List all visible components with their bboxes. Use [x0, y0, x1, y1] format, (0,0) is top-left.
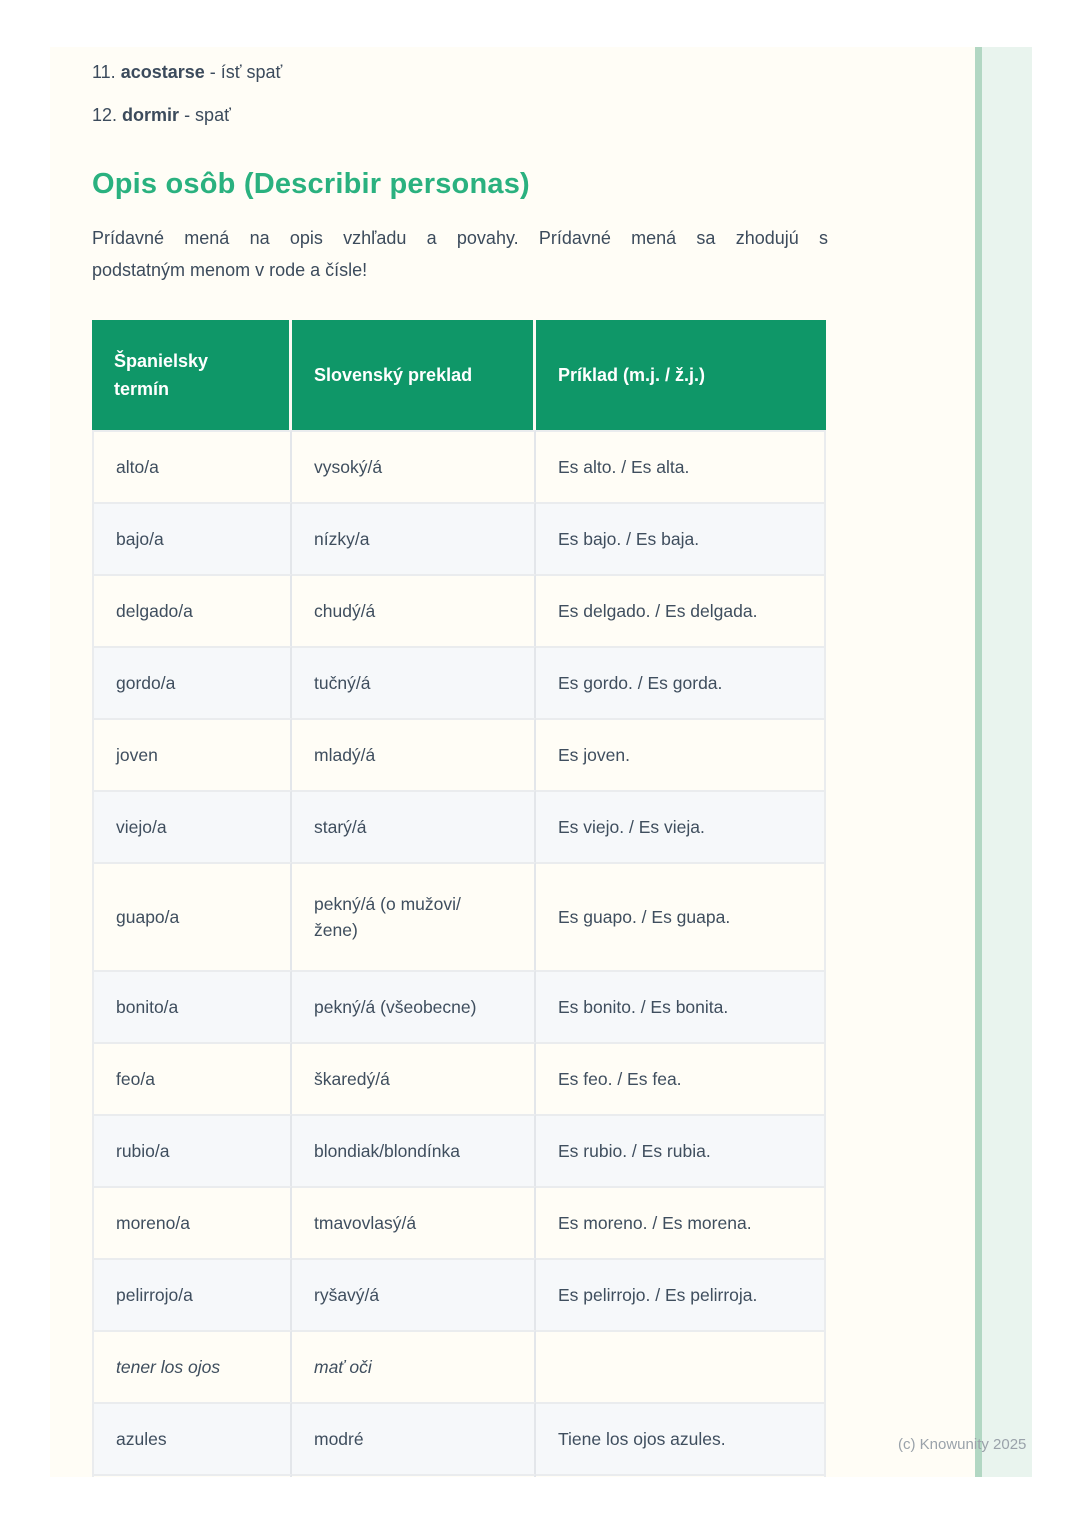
cell-term: moreno/a	[92, 1186, 292, 1258]
table-row	[92, 502, 826, 574]
cell-translation: ryšavý/á	[292, 1258, 536, 1330]
table-body	[92, 430, 826, 1477]
table-header-row	[92, 320, 826, 430]
list-item-translation: - spať	[179, 105, 231, 125]
column-header-example: Príklad (m.j. / ž.j.)	[536, 320, 826, 430]
cell-term: alto/a	[92, 430, 292, 502]
cell-example: Es alto. / Es alta.	[536, 430, 826, 502]
cell-translation	[292, 1474, 536, 1477]
right-green-panel	[975, 47, 1032, 1477]
cell-example: Es bonito. / Es bonita.	[536, 970, 826, 1042]
cell-term: guapo/a	[92, 862, 292, 970]
cell-term: rubio/a	[92, 1114, 292, 1186]
cell-example	[536, 1474, 826, 1477]
paragraph-line: Prídavné mená na opis vzhľadu a povahy. Prídavné mená sa zhodujú s	[92, 228, 828, 248]
table-row	[92, 718, 826, 790]
table-row	[92, 1258, 826, 1330]
cell-translation: pekný/á (o mužovi/ žene)	[292, 862, 536, 970]
cell-translation: mať oči	[292, 1330, 536, 1402]
cell-translation: tmavovlasý/á	[292, 1186, 536, 1258]
cell-example: Es viejo. / Es vieja.	[536, 790, 826, 862]
list-item	[92, 60, 975, 84]
paragraph-line: podstatným menom v rode a čísle!	[92, 260, 368, 280]
cell-translation: vysoký/á	[292, 430, 536, 502]
table-row	[92, 862, 826, 970]
table-row	[92, 574, 826, 646]
cell-example: Es gordo. / Es gorda.	[536, 646, 826, 718]
table-row	[92, 1186, 826, 1258]
cell-example: Es delgado. / Es delgada.	[536, 574, 826, 646]
cell-example	[536, 1330, 826, 1402]
numbered-vocab-list	[92, 60, 975, 127]
table-row	[92, 1474, 826, 1477]
table-row	[92, 1042, 826, 1114]
cell-term: joven	[92, 718, 292, 790]
cell-translation: nízky/a	[292, 502, 536, 574]
cell-term: viejo/a	[92, 790, 292, 862]
cell-example: Es pelirrojo. / Es pelirroja.	[536, 1258, 826, 1330]
table-row	[92, 646, 826, 718]
list-item-term: dormir	[122, 105, 180, 125]
cell-translation: mladý/á	[292, 718, 536, 790]
cell-term: feo/a	[92, 1042, 292, 1114]
table-row	[92, 1330, 826, 1402]
section-heading: Opis osôb (Describir personas)	[92, 168, 530, 200]
cell-example: Es bajo. / Es baja.	[536, 502, 826, 574]
list-item-number: 12.	[92, 105, 118, 125]
cell-translation: modré	[292, 1402, 536, 1474]
list-item-translation: - ísť spať	[204, 62, 283, 82]
copyright-watermark: (c) Knowunity 2025	[898, 1436, 1027, 1453]
cell-term: delgado/a	[92, 574, 292, 646]
note-page	[50, 47, 975, 1477]
table-row	[92, 970, 826, 1042]
cell-translation: starý/á	[292, 790, 536, 862]
vocab-table	[92, 320, 826, 1477]
table-row	[92, 790, 826, 862]
cell-example: Es moreno. / Es morena.	[536, 1186, 826, 1258]
cell-term: bonito/a	[92, 970, 292, 1042]
table-row	[92, 1402, 826, 1474]
cell-term: bajo/a	[92, 502, 292, 574]
table-row	[92, 430, 826, 502]
cell-example: Es joven.	[536, 718, 826, 790]
cell-example: Tiene los ojos azules.	[536, 1402, 826, 1474]
list-item-number: 11.	[92, 62, 116, 82]
cell-term: gordo/a	[92, 646, 292, 718]
column-header-spanish-term: Španielsky termín	[92, 320, 292, 430]
intro-paragraph	[92, 222, 828, 286]
column-header-slovak-translation: Slovenský preklad	[292, 320, 536, 430]
cell-translation: pekný/á (všeobecne)	[292, 970, 536, 1042]
list-item	[92, 103, 975, 127]
cell-translation: tučný/á	[292, 646, 536, 718]
cell-term: azules	[92, 1402, 292, 1474]
list-item-term: acostarse	[120, 62, 205, 82]
cell-translation: škaredý/á	[292, 1042, 536, 1114]
cell-translation: chudý/á	[292, 574, 536, 646]
table-row	[92, 1114, 826, 1186]
cell-example: Es guapo. / Es guapa.	[536, 862, 826, 970]
cell-term: pelirrojo/a	[92, 1258, 292, 1330]
cell-example: Es rubio. / Es rubia.	[536, 1114, 826, 1186]
cell-term	[92, 1474, 292, 1477]
cell-term: tener los ojos	[92, 1330, 292, 1402]
cell-example: Es feo. / Es fea.	[536, 1042, 826, 1114]
cell-translation: blondiak/blondínka	[292, 1114, 536, 1186]
table-header	[92, 320, 826, 430]
